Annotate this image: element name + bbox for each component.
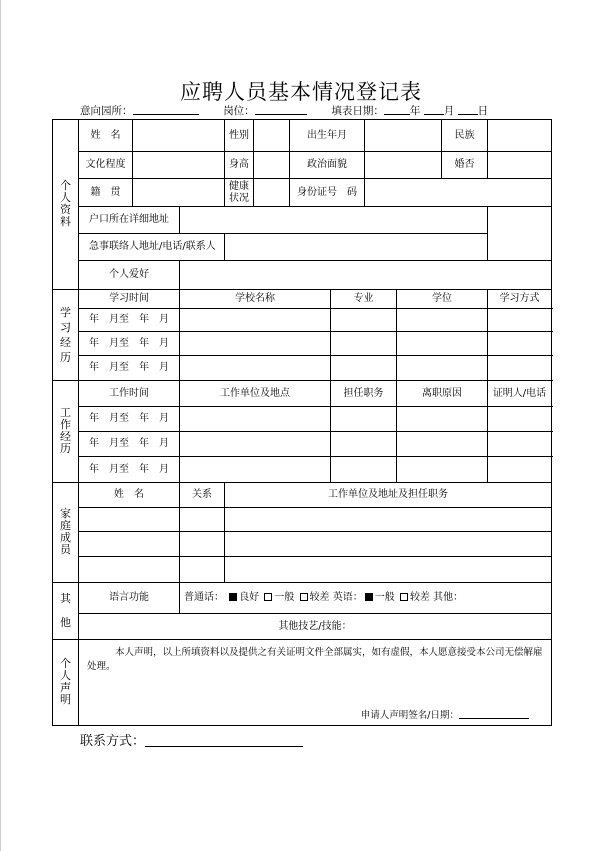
work-time-header: 工作时间: [79, 381, 180, 407]
date-label: 填表日期：: [331, 105, 384, 117]
table-row: [53, 309, 552, 332]
marital-label: 婚否: [442, 152, 488, 179]
work-unit-header: 工作单位及地点: [180, 381, 331, 407]
study-time-header: 学习时间: [79, 290, 180, 309]
english-average-label: 一般: [374, 592, 395, 603]
mandarin-label: 普通话：: [184, 592, 224, 603]
mandarin-good-checkbox[interactable]: [229, 593, 237, 601]
declaration-box: [79, 640, 552, 726]
page-edge: [0, 0, 1, 851]
hobby-field[interactable]: [180, 261, 552, 290]
english-poor-label: 较差: [409, 592, 430, 603]
study-date-range[interactable]: 年 月至 年 月: [79, 356, 180, 381]
post-field[interactable]: [255, 104, 307, 115]
study-date-range[interactable]: 年 月至 年 月: [79, 332, 180, 356]
other-language-row: [53, 583, 552, 614]
study-header-row: [53, 290, 552, 309]
other-skills-row: [53, 614, 552, 640]
education-label: 文化程度: [79, 152, 133, 179]
personal-row-4: [53, 207, 552, 234]
others-label: 其他：: [433, 592, 464, 603]
birth-field[interactable]: [365, 120, 442, 152]
table-row: [53, 407, 552, 432]
study-date-range[interactable]: 年 月至 年 月: [79, 309, 180, 332]
table-row: [53, 508, 552, 532]
gender-label: 性别: [225, 120, 254, 152]
address-label: 户口所在详细地址: [79, 207, 180, 234]
english-average-checkbox[interactable]: [365, 593, 373, 601]
family-section-label: 家庭成员: [53, 483, 79, 583]
address-field[interactable]: [180, 207, 488, 234]
work-date-range[interactable]: 年 月至 年 月: [79, 407, 180, 432]
work-leave-header: 离职原因: [397, 381, 488, 407]
marital-field[interactable]: [488, 152, 552, 179]
post-label: 岗位：: [223, 105, 255, 117]
study-section-label: 学习经历: [53, 290, 79, 381]
study-degree-header: 学位: [397, 290, 488, 309]
year-label: 年: [409, 105, 421, 117]
declaration-signature: [361, 708, 529, 722]
table-row: [53, 332, 552, 356]
contact-line: [80, 730, 303, 749]
study-mode-header: 学习方式: [488, 290, 552, 309]
personal-section-label: 个人资料: [53, 120, 79, 290]
health-label: 健康状况: [225, 179, 254, 207]
language-label: 语言功能: [79, 583, 180, 614]
personal-row-3: [53, 179, 552, 207]
work-ref-header: 证明人/电话: [488, 381, 552, 407]
health-field[interactable]: [254, 179, 290, 207]
education-field[interactable]: [133, 152, 225, 179]
emergency-label: 急事联络人地址/电话/联系人: [79, 234, 225, 261]
month-label: 月: [443, 105, 455, 117]
english-label: 英语：: [332, 592, 363, 603]
day-field[interactable]: [458, 104, 478, 115]
work-date-range[interactable]: 年 月至 年 月: [79, 457, 180, 483]
contact-label: 联系方式：: [80, 734, 146, 749]
skills-label: 其他技艺/技能：: [79, 614, 552, 640]
mandarin-average-label: 一般: [274, 592, 295, 603]
emergency-field[interactable]: [225, 234, 488, 261]
registration-table: [52, 119, 552, 726]
name-field[interactable]: [133, 120, 225, 152]
work-section-label: 工作经历: [53, 381, 79, 483]
table-row: [53, 532, 552, 557]
ethnicity-label: 民族: [442, 120, 488, 152]
ethnicity-field[interactable]: [488, 120, 552, 152]
table-row: [53, 557, 552, 583]
family-unit-header: 工作单位及地址及担任职务: [225, 483, 552, 508]
month-field[interactable]: [424, 104, 444, 115]
work-header-row: [53, 381, 552, 407]
study-major-header: 专业: [331, 290, 397, 309]
table-row: [53, 432, 552, 457]
position-label: 意向园所：: [80, 105, 133, 117]
personal-row-2: [53, 152, 552, 179]
signature-label: 申请人声明签名/日期：: [360, 710, 459, 721]
height-field[interactable]: [254, 152, 290, 179]
table-row: [53, 356, 552, 381]
family-name-header: 姓 名: [79, 483, 180, 508]
year-field[interactable]: [384, 104, 410, 115]
mandarin-good-label: 良好: [239, 592, 260, 603]
declaration-row: [53, 640, 552, 726]
mandarin-poor-checkbox[interactable]: [300, 593, 308, 601]
id-field[interactable]: [365, 179, 552, 207]
gender-field[interactable]: [254, 120, 290, 152]
height-label: 身高: [225, 152, 254, 179]
hobby-label: 个人爱好: [79, 261, 180, 290]
form-title: 应聘人员基本情况登记表: [180, 80, 422, 104]
personal-row-5: [53, 234, 552, 261]
politics-label: 政治面貌: [290, 152, 365, 179]
work-role-header: 担任职务: [331, 381, 397, 407]
work-date-range[interactable]: 年 月至 年 月: [79, 432, 180, 457]
origin-label: 籍 贯: [79, 179, 133, 207]
origin-field[interactable]: [133, 179, 225, 207]
contact-field[interactable]: [145, 732, 303, 747]
personal-row-1: [53, 120, 552, 152]
declaration-text: 本人声明，以上所填资料以及提供之有关证明文件全部属实，如有虚假，本人愿意接受本公司无偿解雇处理。: [87, 647, 543, 672]
language-options: [180, 583, 552, 614]
table-row: [53, 457, 552, 483]
politics-field[interactable]: [365, 152, 442, 179]
personal-row-6: [53, 261, 552, 290]
day-label: 日: [477, 105, 489, 117]
family-relation-header: 关系: [180, 483, 225, 508]
id-label: 身份证号 码: [290, 179, 365, 207]
mandarin-poor-label: 较差: [309, 592, 330, 603]
birth-label: 出生年月: [290, 120, 365, 152]
other-section-label: 其他: [53, 583, 79, 640]
study-school-header: 学校名称: [180, 290, 331, 309]
form-meta-line: [80, 104, 560, 118]
name-label: 姓 名: [79, 120, 133, 152]
position-field[interactable]: [133, 104, 199, 115]
signature-field[interactable]: [459, 708, 529, 719]
declaration-section-label: 个人声明: [53, 640, 79, 726]
family-header-row: [53, 483, 552, 508]
english-poor-checkbox[interactable]: [400, 593, 408, 601]
mandarin-average-checkbox[interactable]: [264, 593, 272, 601]
